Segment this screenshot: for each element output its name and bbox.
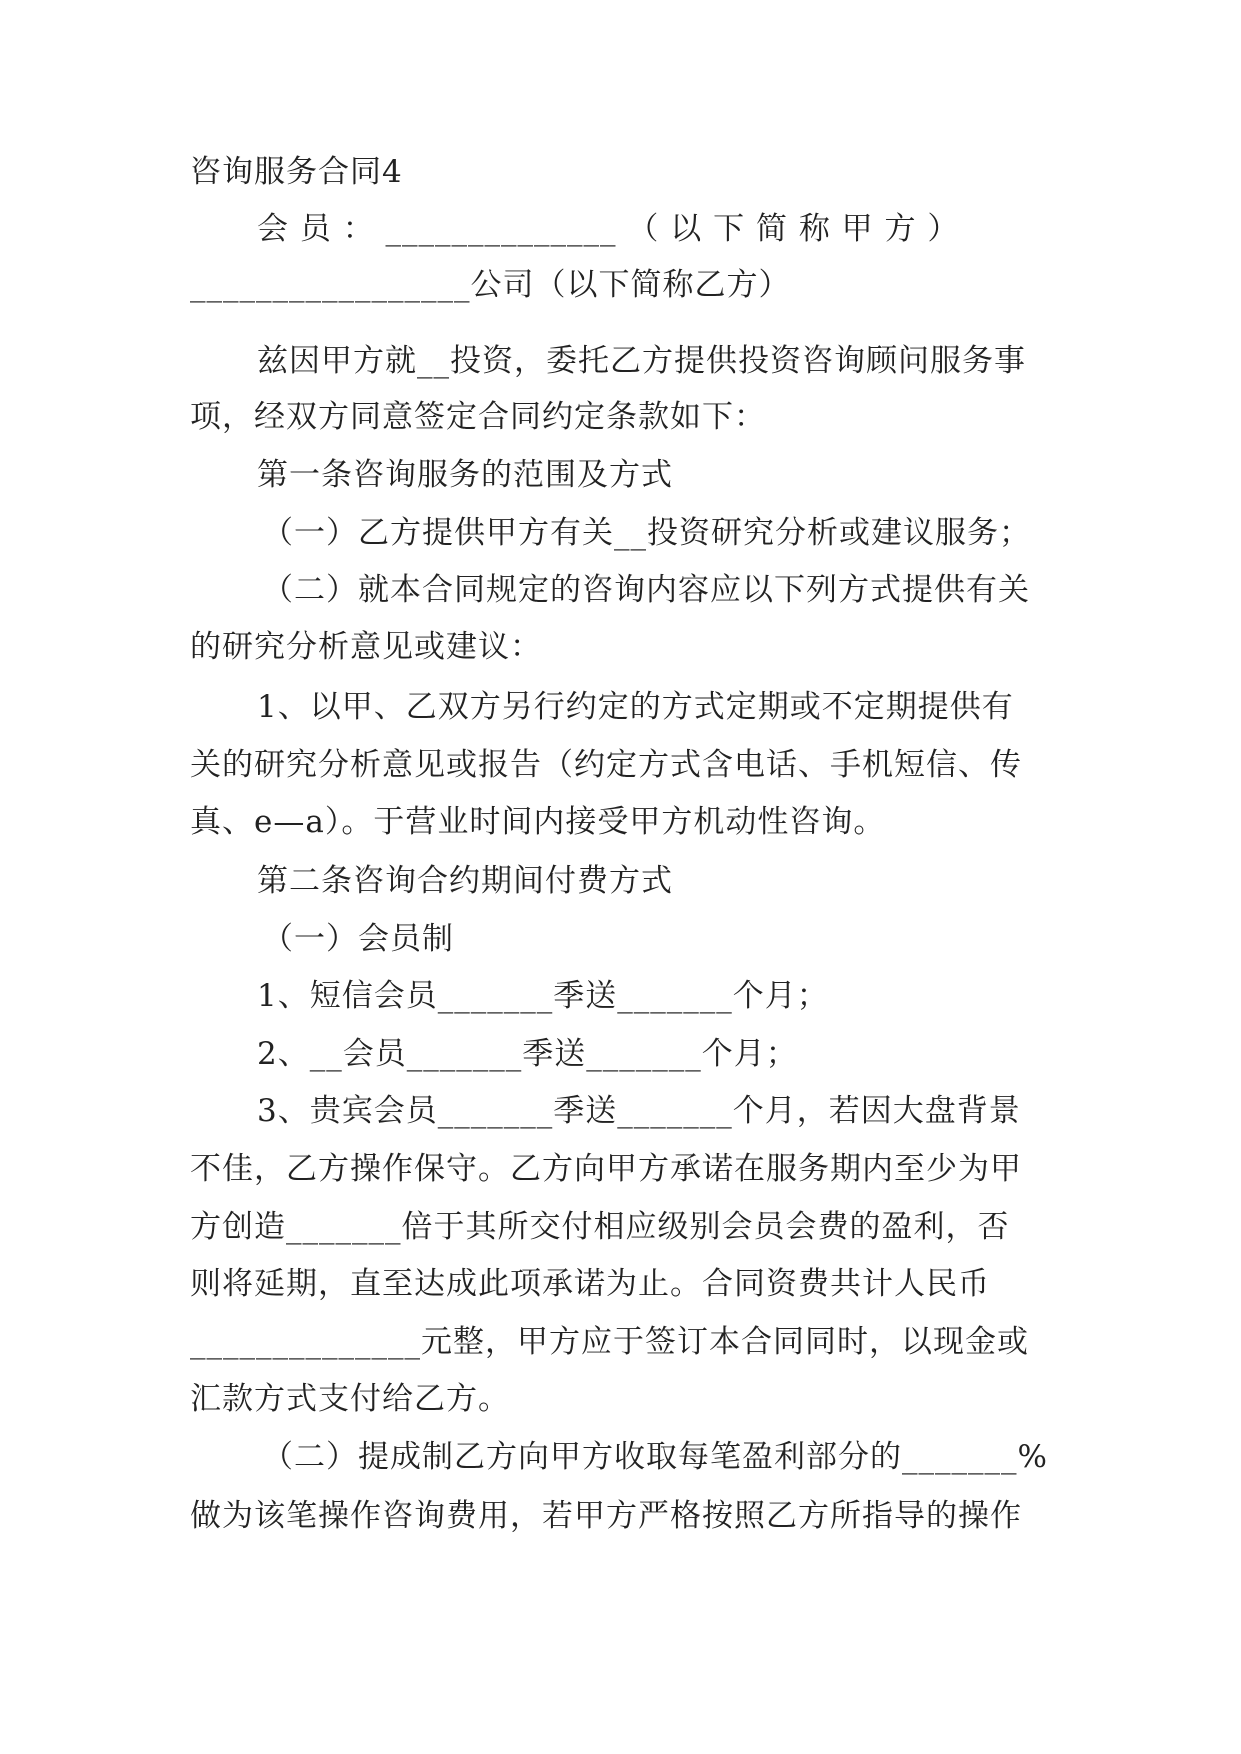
list-item: 2、__会员_______季送_______个月； — [257, 1036, 798, 1072]
paragraph-line: （一）会员制 — [262, 921, 454, 957]
party-a-line: 会 员 ： ______________ （ 以 下 简 称 甲 方 ） — [257, 211, 960, 247]
paragraph-line: ______________元整，甲方应于签订本合同同时，以现金或 — [190, 1324, 1029, 1360]
paragraph-line: 关的研究分析意见或报告（约定方式含电话、手机短信、传 — [190, 747, 1022, 783]
list-item: 1、短信会员_______季送_______个月； — [257, 978, 829, 1014]
list-item: 3、贵宾会员_______季送_______个月，若因大盘背景 — [257, 1093, 1021, 1129]
paragraph-line: 则将延期，直至达成此项承诺为止。合同资费共计人民币 — [190, 1266, 990, 1302]
paragraph-line: 项，经双方同意签定合同约定条款如下： — [190, 399, 766, 435]
paragraph-line: （二）就本合同规定的咨询内容应以下列方式提供有关 — [262, 572, 1030, 608]
paragraph-line: 的研究分析意见或建议： — [190, 629, 542, 665]
document-title: 咨询服务合同4 — [190, 154, 403, 190]
paragraph-line: 汇款方式支付给乙方。 — [190, 1381, 510, 1417]
paragraph-line: （二）提成制乙方向甲方收取每笔盈利部分的_______% — [262, 1439, 1048, 1475]
paragraph-line: 真、e—a）。于营业时间内接受甲方机动性咨询。 — [190, 804, 886, 840]
paragraph-line: 做为该笔操作咨询费用，若甲方严格按照乙方所指导的操作 — [190, 1498, 1022, 1534]
article-heading: 第一条咨询服务的范围及方式 — [257, 457, 673, 493]
paragraph-line: 兹因甲方就__投资，委托乙方提供投资咨询顾问服务事 — [257, 343, 1026, 379]
paragraph-line: 1、以甲、乙双方另行约定的方式定期或不定期提供有 — [257, 689, 1014, 725]
article-heading: 第二条咨询合约期间付费方式 — [257, 863, 673, 899]
paragraph-line: 方创造_______倍于其所交付相应级别会员会费的盈利，否 — [190, 1209, 1010, 1245]
party-b-line: _________________公司（以下简称乙方） — [190, 267, 791, 303]
paragraph-line: （一）乙方提供甲方有关__投资研究分析或建议服务； — [262, 515, 1031, 551]
paragraph-line: 不佳，乙方操作保守。乙方向甲方承诺在服务期内至少为甲 — [190, 1151, 1022, 1187]
